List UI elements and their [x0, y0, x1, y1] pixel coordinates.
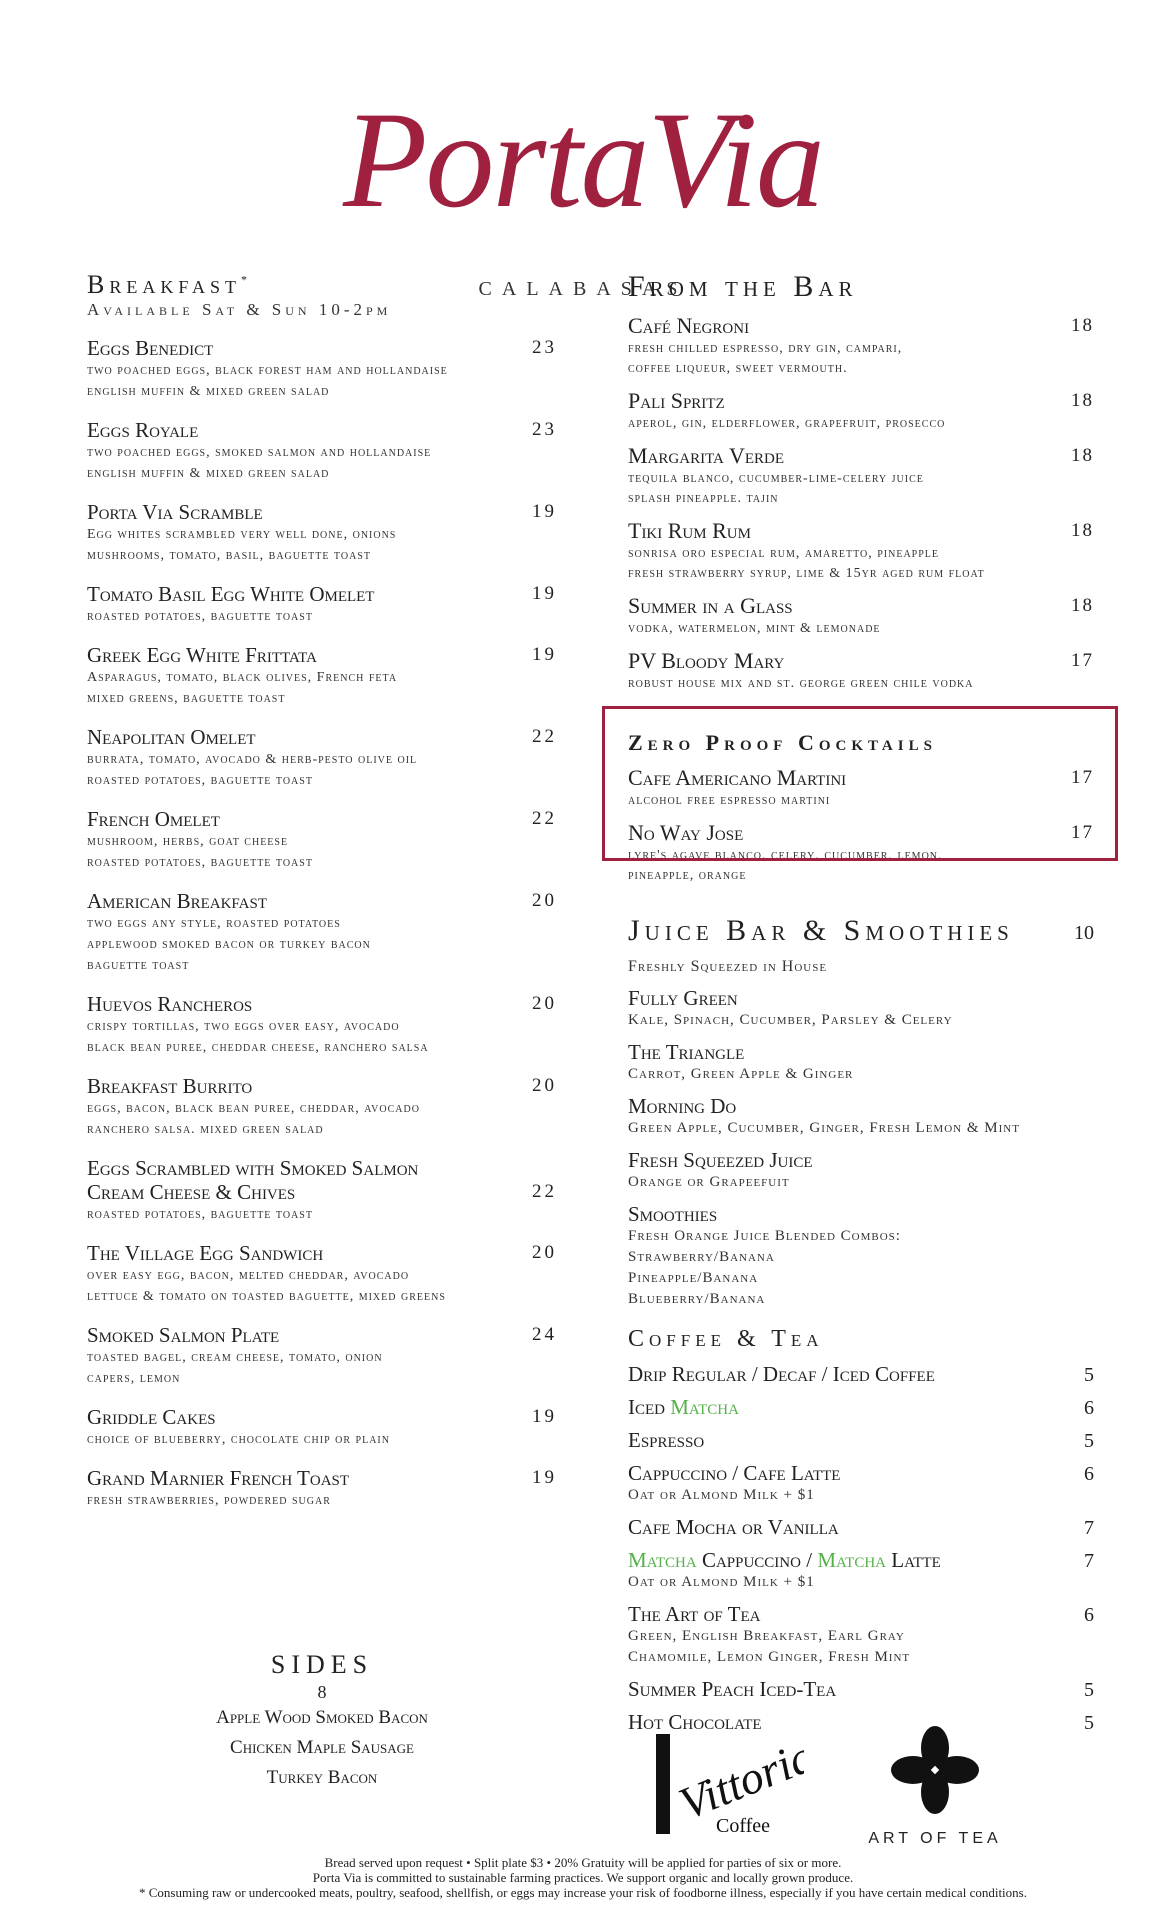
drink-item	[628, 443, 1094, 509]
menu-item	[87, 1156, 557, 1225]
coffee-description: Green, English Breakfast, Earl Gray	[628, 1628, 905, 1644]
drink-name: PV Bloody Mary	[628, 648, 785, 673]
item-description: crispy tortillas, two eggs over easy, avocado	[87, 1019, 400, 1034]
coffee-price: 6	[1084, 1604, 1094, 1626]
coffee-item	[628, 1548, 1094, 1593]
coffee-item	[628, 1515, 1094, 1539]
sides-section	[87, 1650, 557, 1793]
coffee-price: 7	[1084, 1550, 1094, 1572]
juice-item	[628, 986, 1094, 1031]
item-price: 19	[532, 1406, 557, 1427]
item-description: ranchero salsa. mixed green salad	[87, 1122, 324, 1137]
vittoria-logo-mark	[654, 1730, 804, 1840]
svg-text:Coffee: Coffee	[716, 1815, 771, 1837]
menu-item	[87, 807, 557, 873]
menu-item	[87, 992, 557, 1058]
drink-name: Pali Spritz	[628, 388, 725, 413]
item-name: French Omelet	[87, 807, 220, 831]
sides-item: Turkey Bacon	[266, 1767, 378, 1788]
item-name: Grand Marnier French Toast	[87, 1466, 350, 1490]
drink-price: 18	[1071, 315, 1094, 336]
coffee-description: Oat or Almond Milk + $1	[628, 1574, 815, 1590]
breakfast-title: Breakfast*	[87, 270, 253, 299]
menu-item	[87, 500, 557, 566]
drink-item	[628, 313, 1094, 379]
coffee-description: Oat or Almond Milk + $1	[628, 1487, 815, 1503]
juice-description: Green Apple, Cucumber, Ginger, Fresh Lemon & Mint	[628, 1120, 1020, 1136]
item-description: Egg whites scrambled very well done, onions	[87, 527, 397, 542]
item-price: 20	[532, 1242, 557, 1263]
coffee-price: 7	[1084, 1517, 1094, 1539]
matcha-highlight: Matcha	[817, 1548, 886, 1572]
menu-item	[87, 643, 557, 709]
coffee-name: Espresso	[628, 1428, 705, 1452]
drink-name: No Way Jose	[628, 820, 744, 845]
juice-name: Fresh Squeezed Juice	[628, 1148, 813, 1172]
matcha-highlight: Matcha	[670, 1395, 739, 1419]
coffee-item	[628, 1428, 1094, 1452]
item-description: mushrooms, tomato, basil, baguette toast	[87, 548, 371, 563]
menu-item	[87, 725, 557, 791]
item-name: Tomato Basil Egg White Omelet	[87, 582, 375, 606]
drink-item	[628, 518, 1094, 584]
item-name: Huevos Rancheros	[87, 992, 253, 1016]
menu-item	[87, 1241, 557, 1307]
drink-price: 18	[1071, 445, 1094, 466]
drinks-section	[628, 270, 1094, 1734]
coffee-price: 6	[1084, 1463, 1094, 1485]
drink-description: alcohol free espresso martini	[628, 793, 831, 808]
drink-description: fresh chilled espresso, dry gin, campari,	[628, 341, 903, 356]
juice-item	[628, 1094, 1094, 1139]
item-description: baguette toast	[87, 958, 190, 973]
drink-price: 17	[1071, 650, 1094, 671]
item-price: 22	[532, 808, 557, 829]
drink-description: splash pineapple. tajin	[628, 491, 779, 506]
juice-list	[628, 986, 1094, 1310]
coffee-title: Coffee & Tea	[628, 1326, 824, 1352]
footer-line: Porta Via is committed to sustainable farming practices. We support organic and locally grown produce.	[312, 1870, 854, 1885]
logo-wordmark: PortaVia	[343, 83, 823, 236]
drink-description: sonrisa oro especial rum, amaretto, pineapple	[628, 546, 940, 561]
drink-description: tequila blanco, cucumber-lime-celery juice	[628, 471, 924, 486]
logo-location: CALABASAS	[478, 278, 688, 300]
zero-proof-box	[602, 706, 1118, 861]
item-description: choice of blueberry, chocolate chip or plain	[87, 1432, 390, 1447]
item-description: toasted bagel, cream cheese, tomato, onion	[87, 1350, 383, 1365]
art-of-tea-logo	[855, 1718, 1015, 1848]
drink-description: coffee liqueur, sweet vermouth.	[628, 361, 848, 376]
footer	[0, 1855, 1166, 1900]
drink-price: 18	[1071, 390, 1094, 411]
drink-description: vodka, watermelon, mint & lemonade	[628, 621, 881, 636]
item-description: two eggs any style, roasted potatoes	[87, 916, 341, 931]
item-description: black bean puree, cheddar cheese, ranchero salsa	[87, 1040, 429, 1055]
item-description: fresh strawberries, powdered sugar	[87, 1493, 331, 1508]
coffee-item	[628, 1461, 1094, 1506]
juice-description: Blueberry/Banana	[628, 1291, 766, 1307]
coffee-price: 5	[1084, 1364, 1094, 1386]
drink-description: lyre's agave blanco, celery, cucumber, lemon,	[628, 848, 943, 863]
bar-list	[628, 313, 1094, 694]
coffee-name: Cafe Mocha or Vanilla	[628, 1515, 839, 1539]
item-name: Eggs Royale	[87, 418, 199, 442]
menu-item	[87, 1405, 557, 1450]
item-description: roasted potatoes, baguette toast	[87, 773, 313, 788]
menu-item	[87, 889, 557, 976]
item-name-line2: Cream Cheese & Chives	[87, 1180, 296, 1204]
drink-description: aperol, gin, elderflower, grapefruit, prosecco	[628, 416, 946, 431]
drink-description: pineapple, orange	[628, 868, 747, 883]
coffee-name-part: Iced	[628, 1395, 671, 1419]
art-of-tea-mark	[855, 1718, 1015, 1828]
item-price: 23	[532, 419, 557, 440]
drink-name: Margarita Verde	[628, 443, 785, 468]
item-price: 20	[532, 993, 557, 1014]
item-name: Eggs Scrambled with Smoked Salmon	[87, 1156, 419, 1180]
item-price: 19	[532, 501, 557, 522]
item-description: Asparagus, tomato, black olives, French feta	[87, 670, 398, 685]
coffee-name-part: Cappuccino /	[696, 1548, 818, 1572]
coffee-name: Cappuccino / Cafe Latte	[628, 1461, 841, 1485]
item-price: 20	[532, 890, 557, 911]
item-price: 19	[532, 1467, 557, 1488]
juice-item	[628, 1040, 1094, 1085]
drink-price: 18	[1071, 595, 1094, 616]
item-name: Neapolitan Omelet	[87, 725, 256, 749]
footer-line: * Consuming raw or undercooked meats, poultry, seafood, shellfish, or eggs may increase your risk of foodborne illness, especially if you have certain medical conditions.	[139, 1885, 1027, 1900]
coffee-name: Drip Regular / Decaf / Iced Coffee	[628, 1362, 935, 1386]
juice-description: Orange or Grapeefuit	[628, 1174, 790, 1190]
item-name: Porta Via Scramble	[87, 500, 263, 524]
vittoria-logo	[654, 1730, 804, 1840]
coffee-description: Chamomile, Lemon Ginger, Fresh Mint	[628, 1649, 911, 1665]
juice-subtitle: Freshly Squeezed in House	[628, 958, 828, 975]
coffee-name: Summer Peach Iced-Tea	[628, 1677, 837, 1701]
coffee-price: 5	[1084, 1712, 1094, 1734]
art-of-tea-text: ART OF TEA	[868, 1830, 1002, 1847]
juice-name: Fully Green	[628, 986, 738, 1010]
item-description: two poached eggs, smoked salmon and hollandaise	[87, 445, 432, 460]
item-description: over easy egg, bacon, melted cheddar, avocado	[87, 1268, 410, 1283]
breakfast-section	[87, 270, 557, 1511]
coffee-name	[628, 1548, 1094, 1572]
item-price: 23	[532, 337, 557, 358]
item-description: roasted potatoes, baguette toast	[87, 855, 313, 870]
item-description: roasted potatoes, baguette toast	[87, 609, 313, 624]
juice-description: Strawberry/Banana	[628, 1249, 775, 1265]
drink-description: robust house mix and st. george green chile vodka	[628, 676, 974, 691]
menu-item	[87, 418, 557, 484]
juice-description: Fresh Orange Juice Blended Combos:	[628, 1228, 901, 1244]
juice-item	[628, 1148, 1094, 1193]
menu-item	[87, 582, 557, 627]
menu-item	[87, 336, 557, 402]
item-price: 19	[532, 644, 557, 665]
juice-description: Pineapple/Banana	[628, 1270, 759, 1286]
item-name: Eggs Benedict	[87, 336, 214, 360]
coffee-item	[628, 1677, 1094, 1701]
sides-item: Chicken Maple Sausage	[230, 1737, 414, 1758]
coffee-name	[628, 1395, 1094, 1419]
coffee-name: The Art of Tea	[628, 1602, 761, 1626]
item-description: eggs, bacon, black bean puree, cheddar, avocado	[87, 1101, 420, 1116]
drink-item	[628, 388, 1094, 434]
matcha-highlight: Matcha	[628, 1548, 697, 1572]
menu-item	[87, 1466, 557, 1511]
coffee-item	[628, 1362, 1094, 1386]
item-price: 22	[532, 726, 557, 747]
item-price: 22	[532, 1181, 557, 1202]
drink-name: Summer in a Glass	[628, 593, 793, 618]
sides-title: SIDES	[270, 1650, 374, 1679]
item-price: 20	[532, 1075, 557, 1096]
item-description: two poached eggs, black forest ham and hollandaise	[87, 363, 448, 378]
breakfast-hours: Available Sat & Sun 10-2pm	[87, 300, 392, 319]
item-description: roasted potatoes, baguette toast	[87, 1207, 313, 1222]
item-description: burrata, tomato, avocado & herb-pesto olive oil	[87, 752, 418, 767]
item-name: Greek Egg White Frittata	[87, 643, 317, 667]
coffee-price: 5	[1084, 1679, 1094, 1701]
juice-price: 10	[1074, 922, 1094, 944]
drink-description: fresh strawberry syrup, lime & 15yr aged rum float	[628, 566, 985, 581]
coffee-item	[628, 1602, 1094, 1668]
sides-price: 8	[317, 1682, 327, 1702]
item-description: applewood smoked bacon or turkey bacon	[87, 937, 371, 952]
sides-item: Apple Wood Smoked Bacon	[216, 1707, 428, 1728]
item-name: Griddle Cakes	[87, 1405, 216, 1429]
juice-title: Juice Bar & Smoothies	[628, 914, 1014, 947]
coffee-item	[628, 1395, 1094, 1419]
juice-name: The Triangle	[628, 1040, 745, 1064]
item-price: 24	[532, 1324, 557, 1345]
footer-line: Bread served upon request • Split plate $3 • 20% Gratuity will be applied for parties of six or more.	[324, 1855, 842, 1870]
menu-item	[87, 1074, 557, 1140]
juice-item	[628, 1202, 1094, 1310]
svg-text:Vittoria: Vittoria	[672, 1730, 804, 1830]
drink-name: Cafe Americano Martini	[628, 765, 847, 790]
coffee-name: Hot Chocolate	[628, 1710, 762, 1734]
coffee-name-part: Latte	[886, 1548, 941, 1572]
menu-item	[87, 1323, 557, 1389]
drink-price: 18	[1071, 520, 1094, 541]
juice-name: Morning Do	[628, 1094, 737, 1118]
drink-item	[628, 593, 1094, 639]
drink-name: Café Negroni	[628, 313, 750, 338]
coffee-list	[628, 1362, 1094, 1734]
juice-description: Kale, Spinach, Cucumber, Parsley & Celery	[628, 1012, 953, 1028]
drink-price: 17	[1071, 767, 1094, 788]
zero-proof-title: Zero Proof Cocktails	[628, 730, 937, 755]
breakfast-list	[87, 336, 557, 1511]
drink-name: Tiki Rum Rum	[628, 518, 751, 543]
item-description: lettuce & tomato on toasted baguette, mixed greens	[87, 1289, 446, 1304]
item-name: Breakfast Burrito	[87, 1074, 253, 1098]
juice-description: Carrot, Green Apple & Ginger	[628, 1066, 854, 1082]
item-name: The Village Egg Sandwich	[87, 1241, 324, 1265]
item-price: 19	[532, 583, 557, 604]
item-name: Smoked Salmon Plate	[87, 1323, 280, 1347]
item-description: mushroom, herbs, goat cheese	[87, 834, 289, 849]
item-description: english muffin & mixed green salad	[87, 466, 330, 481]
coffee-price: 6	[1084, 1397, 1094, 1419]
item-description: capers, lemon	[87, 1371, 181, 1386]
bar-title: From the Bar	[628, 270, 858, 303]
item-name: American Breakfast	[87, 889, 267, 913]
item-description: english muffin & mixed green salad	[87, 384, 330, 399]
item-description: mixed greens, baguette toast	[87, 691, 286, 706]
coffee-price: 5	[1084, 1430, 1094, 1452]
juice-name: Smoothies	[628, 1202, 718, 1226]
drink-price: 17	[1071, 822, 1094, 843]
drink-item	[628, 648, 1094, 694]
